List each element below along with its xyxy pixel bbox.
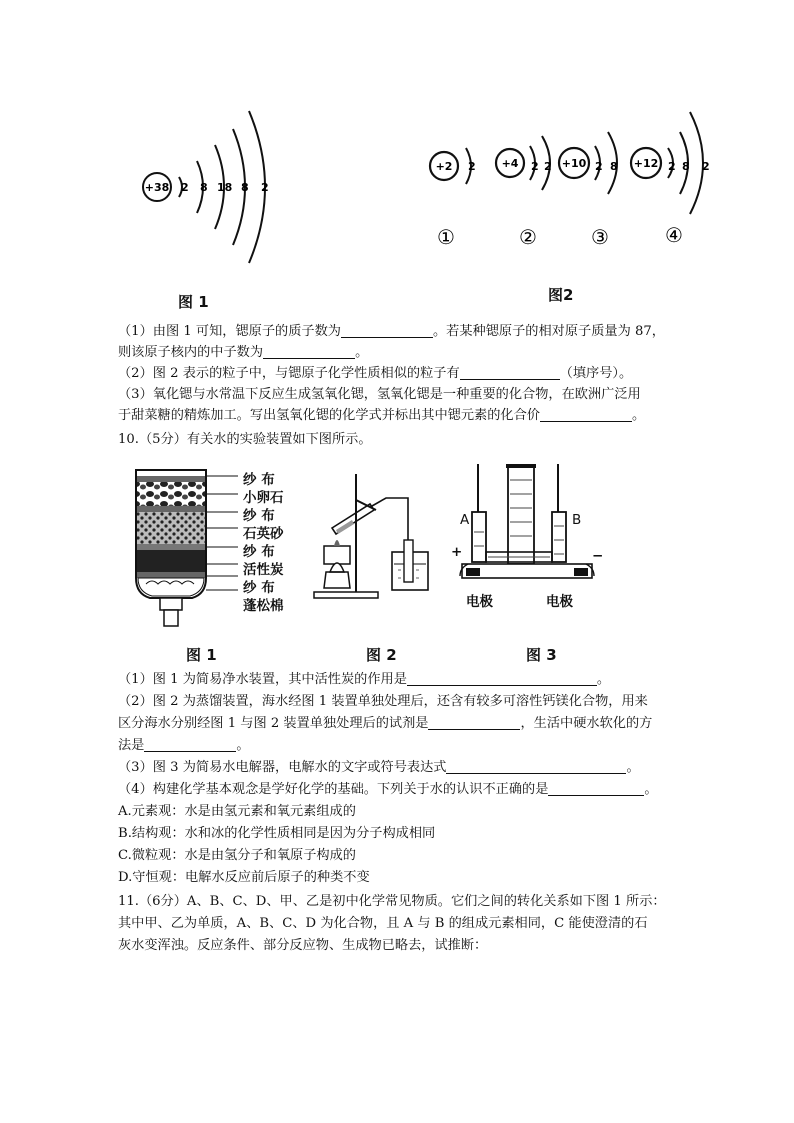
q9-part3: （3）氧化锶与水常温下反应生成氢氧化锶，氢氧化锶是一种重要的化合物，在欧洲广泛用 xyxy=(118,387,641,402)
shell-electrons: 8 xyxy=(682,160,690,173)
shell-electrons: 8 xyxy=(200,181,208,194)
figure-1-caption: 图 1 xyxy=(178,293,209,311)
answer-blank[interactable] xyxy=(428,715,520,730)
q10-part2-cont2: 法是 。 xyxy=(118,738,250,753)
q11-line1: 11.（6分）A、B、C、D、甲、乙是初中化学常见物质。它们之间的转化关系如下图 1 所示： xyxy=(118,894,666,909)
answer-blank[interactable] xyxy=(407,671,597,686)
q10-figure-1-caption: 图 1 xyxy=(186,646,217,664)
filter-label: 纱 布 xyxy=(243,544,275,560)
distillation-svg xyxy=(308,470,440,606)
filter-label: 纱 布 xyxy=(243,580,275,596)
q9-part1-cont: 则该原子核内的中子数为 。 xyxy=(118,345,369,360)
answer-blank[interactable] xyxy=(446,759,626,774)
tube-a-label: A xyxy=(460,512,470,528)
q10-option-d: D.守恒观：电解水反应前后原子的种类不变 xyxy=(118,870,370,885)
distillation-diagram xyxy=(308,470,440,606)
answer-blank[interactable] xyxy=(540,407,632,422)
particle-marker: ③ xyxy=(591,225,609,249)
nucleus-charge: +38 xyxy=(144,181,170,194)
q10-option-a: A.元素观：水是由氢元素和氧元素组成的 xyxy=(118,804,356,819)
q10-figure-2-caption: 图 2 xyxy=(366,646,397,664)
answer-blank[interactable] xyxy=(341,323,433,338)
figure-2-caption: 图2 xyxy=(548,286,574,304)
particles-diagram xyxy=(424,108,724,253)
electrode-label: 电极 xyxy=(546,594,573,610)
filter-label: 蓬松棉 xyxy=(243,598,284,614)
shell-electrons: 2 xyxy=(181,181,189,194)
atom-structure-svg xyxy=(135,105,285,270)
q11-line2: 其中甲、乙为单质，A、B、C、D 为化合物，且 A 与 B 的组成元素相同，C 能使澄清的石 xyxy=(118,916,648,931)
minus-sign: − xyxy=(592,548,604,564)
shell-electrons: 18 xyxy=(217,181,233,194)
nucleus-charge: +4 xyxy=(501,157,519,170)
filter-label: 活性炭 xyxy=(243,562,284,578)
nucleus-charge: +2 xyxy=(435,160,453,173)
q9-part2: （2）图 2 表示的粒子中，与锶原子化学性质相似的粒子有 （填序号）。 xyxy=(118,366,633,381)
shell-electrons: 8 xyxy=(241,181,249,194)
tube-b-label: B xyxy=(572,512,582,528)
q10-part1: （1）图 1 为简易净水装置，其中活性炭的作用是 。 xyxy=(118,672,611,687)
filter-label: 纱 布 xyxy=(243,472,275,488)
filter-label: 纱 布 xyxy=(243,508,275,524)
shell-electrons: 2 xyxy=(595,160,603,173)
shell-electrons: 2 xyxy=(261,181,269,194)
answer-blank[interactable] xyxy=(144,737,236,752)
q10-part3: （3）图 3 为简易水电解器，电解水的文字或符号表达式 。 xyxy=(118,760,640,775)
electrolysis-diagram xyxy=(446,460,606,590)
answer-blank[interactable] xyxy=(460,365,560,380)
electrode-label: 电极 xyxy=(466,594,493,610)
shell-electrons: 2 xyxy=(702,160,710,173)
answer-blank[interactable] xyxy=(548,781,644,796)
q9-part3-cont: 于甜菜糖的精炼加工。写出氢氧化锶的化学式并标出其中锶元素的化合价 。 xyxy=(118,408,646,423)
particle-marker: ④ xyxy=(665,223,683,247)
q10-figure-3-caption: 图 3 xyxy=(526,646,557,664)
q10-part4: （4）构建化学基本观念是学好化学的基础。下列关于水的认识不正确的是 。 xyxy=(118,782,658,797)
filter-label: 小卵石 xyxy=(243,490,284,506)
nucleus-charge: +12 xyxy=(633,157,659,170)
q10-option-b: B.结构观：水和冰的化学性质相同是因为分子构成相同 xyxy=(118,826,436,841)
shell-electrons: 2 xyxy=(468,160,476,173)
q10-part2-cont: 区分海水分别经图 1 与图 2 装置单独处理后的试剂是 ，生活中硬水软化的方 xyxy=(118,716,653,731)
shell-electrons: 2 xyxy=(544,160,552,173)
electrolysis-svg xyxy=(446,460,606,590)
shell-electrons: 2 xyxy=(531,160,539,173)
q10-heading: 10.（5分）有关水的实验装置如下图所示。 xyxy=(118,432,372,447)
filter-label: 石英砂 xyxy=(243,526,284,542)
particles-svg xyxy=(424,108,724,253)
plus-sign: + xyxy=(451,544,463,560)
particle-marker: ② xyxy=(519,225,537,249)
answer-blank[interactable] xyxy=(263,344,355,359)
q10-part2: （2）图 2 为蒸馏装置，海水经图 1 装置单独处理后，还含有较多可溶性钙镁化合物，用来 xyxy=(118,694,648,709)
particle-marker: ① xyxy=(437,225,455,249)
shell-electrons: 2 xyxy=(668,160,676,173)
q9-part1: （1）由图 1 可知，锶原子的质子数为 。若某种锶原子的相对原子质量为 87， xyxy=(118,324,665,339)
q10-option-c: C.微粒观：水是由氢分子和氧原子构成的 xyxy=(118,848,356,863)
nucleus-charge: +10 xyxy=(561,157,587,170)
q11-line3: 灰水变浑浊。反应条件、部分反应物、生成物已略去，试推断： xyxy=(118,938,488,953)
strontium-atom-diagram xyxy=(135,105,285,270)
shell-electrons: 8 xyxy=(610,160,618,173)
